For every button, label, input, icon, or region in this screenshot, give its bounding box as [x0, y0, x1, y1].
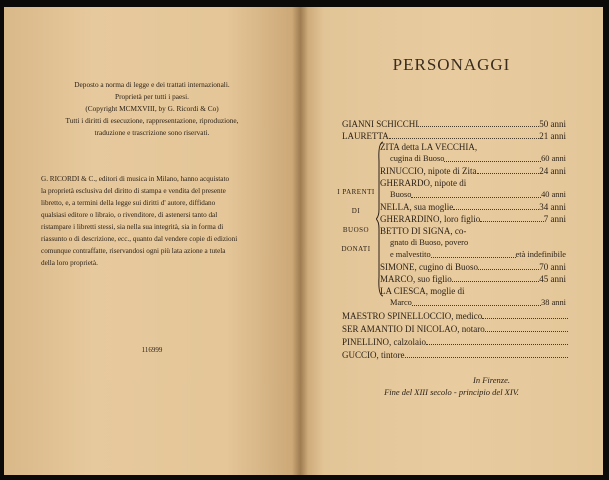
- role-name: RINUCCIO, nipote di Zita: [380, 166, 477, 176]
- relative-row: [380, 201, 566, 213]
- relative-row: [380, 213, 566, 225]
- role-age: 34 anni: [539, 202, 566, 212]
- group-label-line: DI: [351, 207, 361, 215]
- role-age: 50 anni: [539, 119, 566, 129]
- role-age: età indefinibile: [515, 250, 566, 259]
- dot-leader: [426, 336, 568, 345]
- role-name: LA CIESCA, moglie di: [380, 286, 465, 296]
- copyright-notice: [4, 79, 300, 139]
- role-age: 70 anni: [539, 262, 566, 272]
- role-name: MARCO, suo figlio: [380, 274, 452, 284]
- relative-row: [380, 141, 566, 153]
- relative-row-cont: [390, 297, 566, 309]
- publisher-rights-notice: [41, 173, 267, 269]
- role-age: 21 anni: [539, 131, 566, 141]
- rights-line: G. RICORDI & C., editori di musica in Milano, hanno acquistato: [41, 175, 230, 183]
- group-label-line: BUOSO: [342, 226, 370, 234]
- rights-line: la proprietà esclusiva del diritto di stampa e vendita del presente: [41, 187, 226, 195]
- group-label-line: DONATI: [341, 245, 371, 253]
- copyright-line: Deposto a norma di legge e dei trattati internazionali.: [74, 80, 230, 89]
- dot-leader: [418, 118, 539, 127]
- dot-leader: [411, 189, 541, 198]
- role-name: NELLA, sua moglie: [380, 202, 454, 212]
- group-label-line: I PARENTI: [337, 188, 375, 196]
- cast-row: [342, 336, 568, 348]
- dot-leader: [485, 323, 568, 332]
- rights-line: ristampare i libretti stessi, sia nella sua integrità, sia in forma di: [41, 223, 224, 231]
- dot-leader: [389, 130, 539, 139]
- role-name: ZITA detta LA VECCHIA,: [380, 142, 478, 152]
- copyright-line: Proprietà per tutti i paesi.: [115, 92, 189, 101]
- role-desc: Marco: [390, 298, 412, 307]
- role-name: GHERARDO, nipote di: [380, 178, 467, 188]
- role-desc: gnato di Buoso, povero: [390, 238, 469, 247]
- dot-leader: [478, 261, 539, 270]
- role-desc: cugina di Buoso: [390, 154, 445, 163]
- relative-row-cont: [390, 153, 566, 165]
- role-name: SER AMANTIO DI NICOLAO, notaro: [342, 324, 485, 334]
- relative-row: [380, 261, 566, 273]
- relative-row-cont: [390, 189, 566, 201]
- relative-row: [380, 177, 566, 189]
- cast-row: [342, 310, 568, 322]
- plate-number: 116999: [141, 346, 163, 354]
- copyright-line: Tutti i diritti di esecuzione, rappresentazione, riproduzione,: [65, 116, 239, 125]
- cast-row: [342, 118, 566, 130]
- role-desc: Buoso: [390, 190, 412, 199]
- role-name: PINELLINO, calzolaio: [342, 337, 426, 347]
- right-page: [300, 7, 603, 475]
- role-age: 38 anni: [541, 298, 566, 307]
- rights-line: della loro proprietà.: [41, 259, 98, 267]
- role-age: 45 anni: [539, 274, 566, 284]
- rights-line: comunque contraffatte, riservandosi ogni più lata azione a tutela: [41, 247, 226, 255]
- rights-line: qualsiasi editore o libraio, o rivenditore, di astenersi tanto dal: [41, 211, 218, 219]
- relative-row: [380, 273, 566, 285]
- role-name: MAESTRO SPINELLOCCIO, medico: [342, 311, 483, 321]
- dot-leader: [452, 273, 539, 282]
- book-gutter: [292, 7, 308, 475]
- dot-leader: [444, 153, 541, 162]
- page-title: PERSONAGGI: [392, 55, 511, 74]
- rights-line: libretto, e, a termini della legge sui diritti d' autore, diffidano: [41, 199, 216, 207]
- relative-row: [380, 225, 566, 237]
- role-age: 7 anni: [543, 214, 566, 224]
- dot-leader: [482, 310, 568, 319]
- setting-place: In Firenze.: [473, 375, 510, 385]
- dot-leader: [453, 201, 539, 210]
- role-name: BETTO DI SIGNA, co-: [380, 226, 467, 236]
- role-name: GHERARDINO, loro figlio: [380, 214, 481, 224]
- copyright-line: (Copyright MCMXVIII, by G. Ricordi & Co): [85, 104, 219, 113]
- left-page: [4, 7, 300, 475]
- relative-row-cont: [390, 237, 566, 249]
- dot-leader: [480, 213, 544, 222]
- cast-row: [342, 323, 568, 335]
- relative-row: [380, 285, 566, 297]
- role-age: 60 anni: [541, 154, 566, 163]
- role-name: GUCCIO, tintore: [342, 350, 405, 360]
- copyright-line: traduzione e trascrizione sono riservati.: [94, 128, 210, 137]
- role-age: 40 anni: [541, 190, 566, 199]
- role-name: GIANNI SCHICCHI: [342, 119, 419, 129]
- rights-line: riassunto o di descrizione, ecc., quanto dal vendere copie di edizioni: [41, 235, 238, 243]
- dot-leader: [412, 297, 541, 306]
- dot-leader: [477, 165, 540, 174]
- dot-leader: [405, 349, 569, 358]
- relative-row: [380, 165, 566, 177]
- role-age: 24 anni: [539, 166, 566, 176]
- dot-leader: [431, 249, 516, 258]
- setting-time: Fine del XIII secolo - principio del XIV.: [384, 387, 519, 397]
- relative-row-cont: [390, 249, 566, 261]
- cast-row: [342, 349, 568, 361]
- role-name: LAURETTA: [342, 131, 389, 141]
- role-desc: e malvestito: [390, 250, 431, 259]
- role-name: SIMONE, cugino di Buoso: [380, 262, 479, 272]
